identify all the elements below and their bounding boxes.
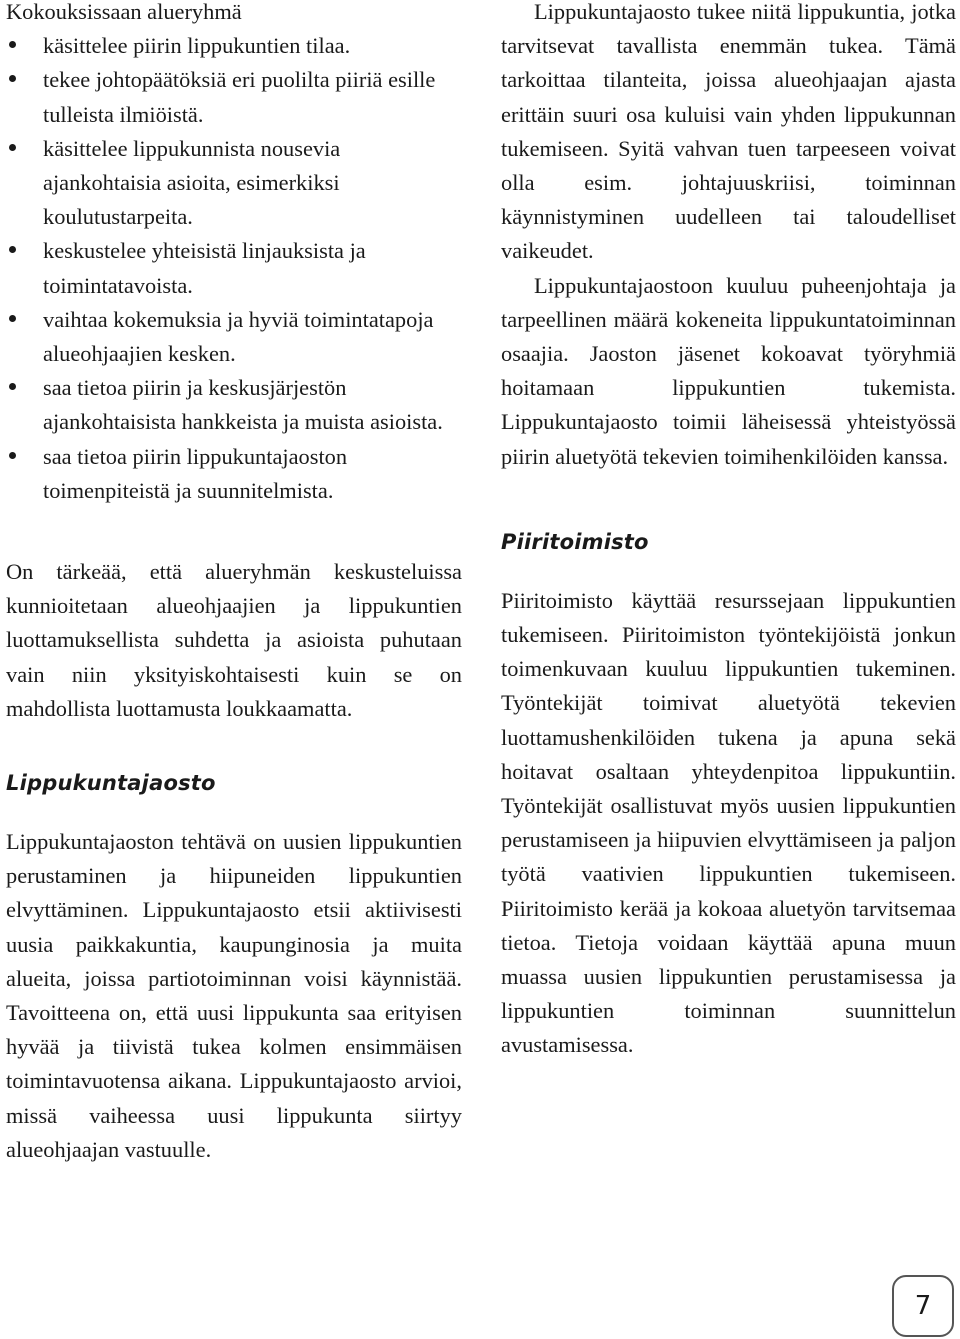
- left-column: [6, 0, 462, 1167]
- jaosto-paragraph: Lippukuntajaoston tehtävä on uusien lippukuntien perustaminen ja hiipuneiden lippukuntien elvyttäminen. Lippukuntajaosto etsii aktiivisesti uusia paikkakuntia, kaupunginosia ja muita alueita, joissa partiotoiminnan voisi käynnistää. Tavoitteena on, että uusi lippukunta saa erityisen hyvää ja tiivistä tukea kolmen ensimmäisen toimintavuotensa aikana. Lippukuntajaosto arvioi, missä vaiheessa uusi lippukunta siirtyy alueohjaajan vastuulle.: [6, 829, 462, 1162]
- list-intro: Kokouksissaan alueryhmä: [6, 0, 242, 24]
- list-item: keskustelee yhteisistä linjauksista ja toimintatavoista.: [6, 234, 462, 302]
- list-item: käsittelee lippukunnista nousevia ajankohtaisia asioita, esimerkiksi koulutustarpeita.: [6, 132, 462, 235]
- confidentiality-paragraph: On tärkeää, että alueryhmän keskusteluissa kunnioitetaan alueohjaajien ja lippukuntien luottamuksellista suhdetta ja asioista puhutaan vain niin yksityiskohtaisesti kuin se on mahdollista luottamusta loukkaamatta.: [6, 559, 462, 721]
- members-paragraph: Lippukuntajaostoon kuuluu puheenjohtaja ja tarpeellinen määrä kokeneita lippukuntatoiminnan osaajia. Jaoston jäsenet kokoavat työryhmiä hoitamaan lippukuntien tukemista. Lippukuntajaosto toimii läheisessä yhteistyössä piirin aluetyötä tekevien toimihenkilöiden kanssa.: [501, 272, 956, 469]
- support-paragraph: Lippukuntajaosto tukee niitä lippukuntia, jotka tarvitsevat tavallista enemmän tukea. Tämä tarkoittaa tilanteita, joissa alueohjaajan ajasta erittäin suuri osa kuluisi vain yhden lippukunnan tukemiseen. Syitä vahvan tuen tarpeeseen voivat olla esim. johtajuuskriisi, toiminnan käynnistyminen uudelleen tai taloudelliset vaikeudet.: [501, 0, 956, 264]
- list-item: käsittelee piirin lippukuntien tilaa.: [6, 29, 462, 63]
- heading-piiritoimisto: Piiritoimisto: [501, 529, 649, 554]
- list-item: tekee johtopäätöksiä eri puolilta piiriä esille tulleista ilmiöistä.: [6, 63, 462, 131]
- list-item: saa tietoa piirin lippukuntajaoston toimenpiteistä ja suunnitelmista.: [6, 440, 462, 508]
- duties-list: [6, 29, 462, 508]
- list-item: saa tietoa piirin ja keskusjärjestön ajankohtaisista hankkeista ja muista asioista.: [6, 371, 462, 439]
- office-paragraph: Piiritoimisto käyttää resurssejaan lippukuntien tukemiseen. Piiritoimiston työntekijöistä jonkun toimenkuvaan kuuluu lippukuntien tukeminen. Työntekijät toimivat aluetyötä tekevien luottamushenkilöiden tukena ja apuna sekä hoitavat osaltaan yhteydenpitoa lippukuntiin. Työntekijät osallistuvat myös uusien lippukuntien perustamiseen ja hiipuvien elvyttämiseen ja paljon työtä vaativien lippukuntien tukemiseen. Piiritoimisto kerää ja kokoaa aluetyön tarvitsemaa tietoa. Tietoja voidaan käyttää apuna muun muassa uusien lippukuntien perustamisessa ja lippukuntien toiminnan suunnittelun avustamisessa.: [501, 587, 956, 1058]
- list-item: vaihtaa kokemuksia ja hyviä toimintatapoja alueohjaajien kesken.: [6, 303, 462, 371]
- page-number: 7: [892, 1275, 954, 1337]
- heading-lippukuntajaosto: Lippukuntajaosto: [6, 771, 216, 796]
- right-column: [501, 0, 956, 1063]
